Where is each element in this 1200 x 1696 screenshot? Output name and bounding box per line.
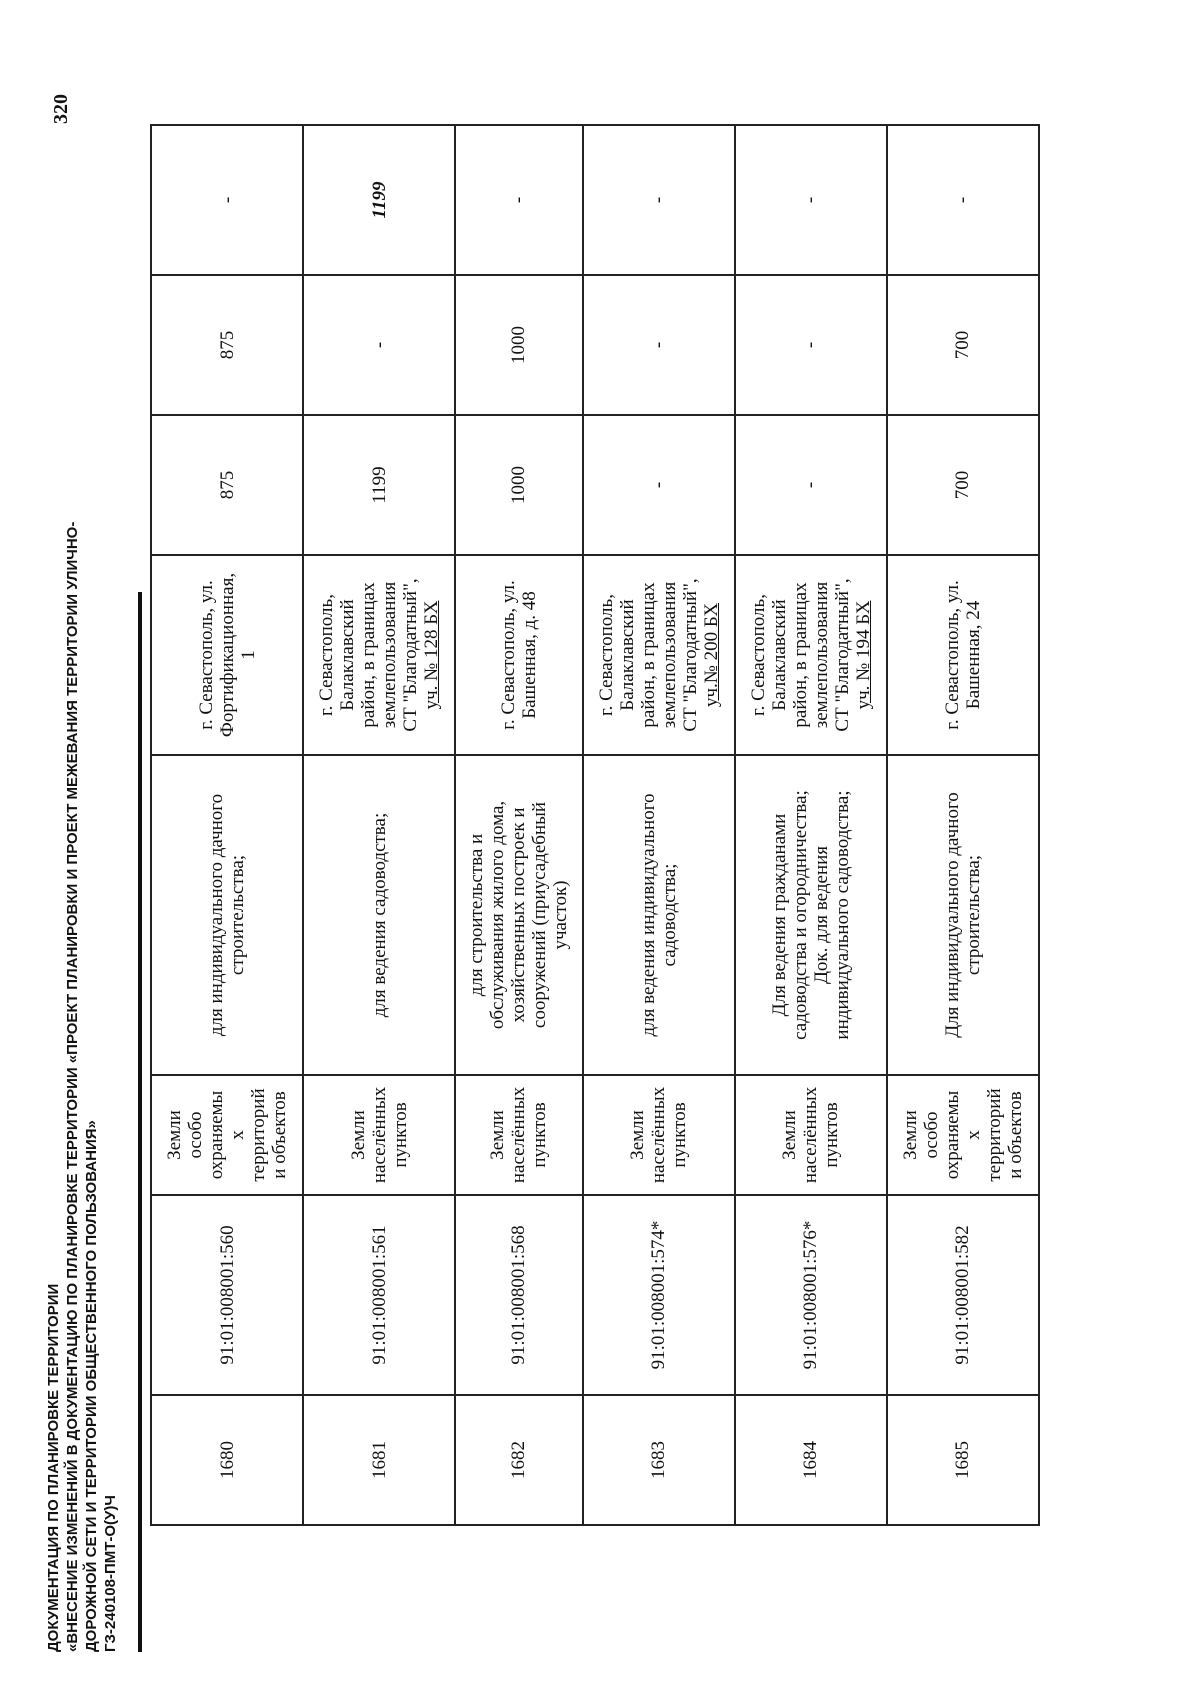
address-cell-line: Балаклавский (337, 599, 359, 711)
table-row (583, 125, 735, 1525)
table-row (455, 125, 583, 1525)
land-category-cell-line: пунктов (821, 1102, 843, 1168)
address-cell (151, 555, 303, 755)
area-cell: - (583, 415, 735, 555)
land-category-cell-line: населённых (508, 1086, 530, 1184)
permitted-use-cell-line: для строительства и (466, 833, 488, 997)
address-cell (303, 555, 455, 755)
land-category-cell-line: Земли (347, 1110, 369, 1160)
address-cell-line: г. Севастополь, (747, 594, 769, 716)
land-category-cell-line: Земли (487, 1110, 509, 1160)
area-cell: - (583, 125, 735, 275)
land-category-cell-line: Земли (164, 1110, 185, 1160)
address-cell-line: район, в границах (358, 582, 380, 728)
area-cell: - (887, 125, 1039, 275)
permitted-use-cell (735, 755, 887, 1075)
land-category-cell-line: охраняемы (941, 1090, 963, 1180)
address-cell (735, 555, 887, 755)
permitted-use-cell-line: обслуживания жилого дома, (487, 800, 509, 1030)
permitted-use-cell-line: хозяйственных построек и (508, 807, 530, 1023)
land-category-cell-line: населённых (368, 1086, 390, 1184)
land-category-cell-line: особо (920, 1111, 942, 1159)
permitted-use-cell-line: участок) (550, 880, 572, 950)
land-category-cell-line: населённых (800, 1086, 822, 1184)
address-cell-line: г. Севастополь, ул. (497, 580, 519, 730)
cadastral-number-cell: 91:01:008001:561 (303, 1195, 455, 1395)
land-category-cell-line: и объектов (1004, 1091, 1026, 1179)
land-category-cell-line: особо (185, 1111, 206, 1159)
row-number-cell: 1685 (887, 1395, 1039, 1525)
permitted-use-cell (455, 755, 583, 1075)
area-cell: - (583, 275, 735, 415)
land-category-cell-line: пунктов (389, 1102, 411, 1168)
address-cell-line: землепользования (658, 581, 680, 729)
permitted-use-cell-line: для ведения индивидуального (637, 793, 659, 1037)
permitted-use-cell-line: строительства; (962, 854, 984, 976)
header-line: «ВНЕСЕНИЕ ИЗМЕНЕНИЙ В ДОКУМЕНТАЦИЮ ПО ПЛАНИРОВКЕ ТЕРРИТОРИИ «ПРОЕКТ ПЛАНИРОВКИ И ПРОЕКТ МЕЖЕВАНИЯ ТЕРРИТОРИИ УЛИЧНО- (64, 521, 81, 1652)
row-number-cell: 1683 (583, 1395, 735, 1525)
permitted-use-cell (151, 755, 303, 1075)
land-category-cell (303, 1075, 455, 1195)
area-cell: - (455, 125, 583, 275)
permitted-use-cell-line: строительства; (227, 854, 248, 976)
land-category-cell-line: Земли (779, 1110, 801, 1160)
address-cell-line: землепользования (379, 581, 401, 729)
header-line: ДОРОЖНОЙ СЕТИ И ТЕРРИТОРИИ ОБЩЕСТВЕННОГО ПОЛЬЗОВАНИЯ» (83, 1120, 100, 1652)
header-line: ДОКУМЕНТАЦИЯ ПО ПЛАНИРОВКЕ ТЕРРИТОРИИ (45, 1283, 62, 1652)
address-cell-line: уч. № 128 БХ (421, 600, 443, 710)
address-cell-line: г. Севастополь, (595, 594, 617, 716)
land-category-cell-line: населённых (648, 1086, 670, 1184)
land-category-cell-line: и объектов (269, 1091, 290, 1179)
address-cell-line: Башенная, 24 (962, 600, 984, 710)
land-category-cell-line: пунктов (529, 1102, 551, 1168)
address-cell-line: г. Севастополь, (316, 594, 338, 716)
address-cell-line: СТ "Благодатный", (831, 578, 853, 732)
address-cell (583, 555, 735, 755)
land-category-cell-line: охраняемы (206, 1090, 227, 1180)
header-line: ГЗ-240108-ПМТ-О(У)Ч (102, 1495, 119, 1652)
permitted-use-cell (303, 755, 455, 1075)
header-divider (138, 592, 142, 1652)
permitted-use-cell (887, 755, 1039, 1075)
cadastral-number-cell: 91:01:008001:560 (151, 1195, 303, 1395)
address-cell-line: район, в границах (789, 582, 811, 728)
land-category-cell (735, 1075, 887, 1195)
permitted-use-cell-line: сооружений (приусадебный (529, 801, 551, 1029)
permitted-use-cell-line: садоводства и огородничества; (789, 790, 811, 1040)
document-header (44, 252, 120, 1652)
permitted-use-cell-line: для индивидуального дачного (206, 793, 227, 1037)
row-number-cell: 1680 (151, 1395, 303, 1525)
address-cell (887, 555, 1039, 755)
land-category-cell (887, 1075, 1039, 1195)
area-cell: 875 (151, 275, 303, 415)
permitted-use-cell (583, 755, 735, 1075)
land-plots-table (150, 124, 1040, 1526)
address-cell-line: г. Севастополь, ул. (941, 580, 963, 730)
address-cell-line: г. Севастополь, ул. (195, 580, 217, 730)
cadastral-number-cell: 91:01:008001:582 (887, 1195, 1039, 1395)
permitted-use-cell-line: Для ведения гражданами (768, 813, 790, 1017)
page-number: 320 (50, 94, 72, 124)
address-cell-line: землепользования (810, 581, 832, 729)
address-cell-line: уч. № 194 БХ (852, 600, 874, 710)
address-cell-line: Фортификационная, (216, 572, 238, 738)
area-cell: - (303, 275, 455, 415)
row-number-cell: 1684 (735, 1395, 887, 1525)
table-row (151, 125, 303, 1525)
address-cell-line: Балаклавский (768, 599, 790, 711)
address-cell (455, 555, 583, 755)
area-cell: - (735, 415, 887, 555)
area-cell: 875 (151, 415, 303, 555)
land-category-cell (455, 1075, 583, 1195)
area-cell: 1000 (455, 275, 583, 415)
land-category-cell-line: территорий (248, 1088, 269, 1182)
address-cell-line: СТ "Благодатный", (400, 578, 422, 732)
row-number-cell: 1682 (455, 1395, 583, 1525)
land-category-cell-line: пунктов (669, 1102, 691, 1168)
table-row (887, 125, 1039, 1525)
land-category-cell (151, 1075, 303, 1195)
land-category-cell-line: х (962, 1130, 984, 1140)
address-cell-line: 1 (237, 650, 259, 660)
land-category-cell-line: территорий (983, 1088, 1005, 1182)
table-row (735, 125, 887, 1525)
area-cell: - (735, 275, 887, 415)
address-cell-line: Башенная, д. 48 (518, 591, 540, 719)
address-cell-line: Балаклавский (616, 599, 638, 711)
land-category-cell-line: Земли (627, 1110, 649, 1160)
area-cell: 1199 (303, 415, 455, 555)
area-cell: - (151, 125, 303, 275)
area-cell: 1199 (303, 125, 455, 275)
row-number-cell: 1681 (303, 1395, 455, 1525)
land-category-cell-line: х (227, 1130, 248, 1140)
land-category-cell (583, 1075, 735, 1195)
permitted-use-cell-line: индивидуального садоводства; (831, 790, 853, 1040)
land-category-cell-line: Земли (899, 1110, 921, 1160)
address-cell-line: СТ "Благодатный", (679, 578, 701, 732)
table-row (303, 125, 455, 1525)
permitted-use-cell-line: Для индивидуального дачного (941, 792, 963, 1038)
area-cell: - (735, 125, 887, 275)
area-cell: 700 (887, 415, 1039, 555)
permitted-use-cell-line: для ведения садоводства; (368, 812, 390, 1018)
cadastral-number-cell: 91:01:008001:576* (735, 1195, 887, 1395)
address-cell-line: уч.№ 200 БХ (700, 602, 722, 708)
cadastral-number-cell: 91:01:008001:574* (583, 1195, 735, 1395)
cadastral-number-cell: 91:01:008001:568 (455, 1195, 583, 1395)
permitted-use-cell-line: садоводства; (658, 863, 680, 967)
area-cell: 1000 (455, 415, 583, 555)
permitted-use-cell-line: Док. для ведения (810, 845, 832, 985)
area-cell: 700 (887, 275, 1039, 415)
address-cell-line: район, в границах (637, 582, 659, 728)
